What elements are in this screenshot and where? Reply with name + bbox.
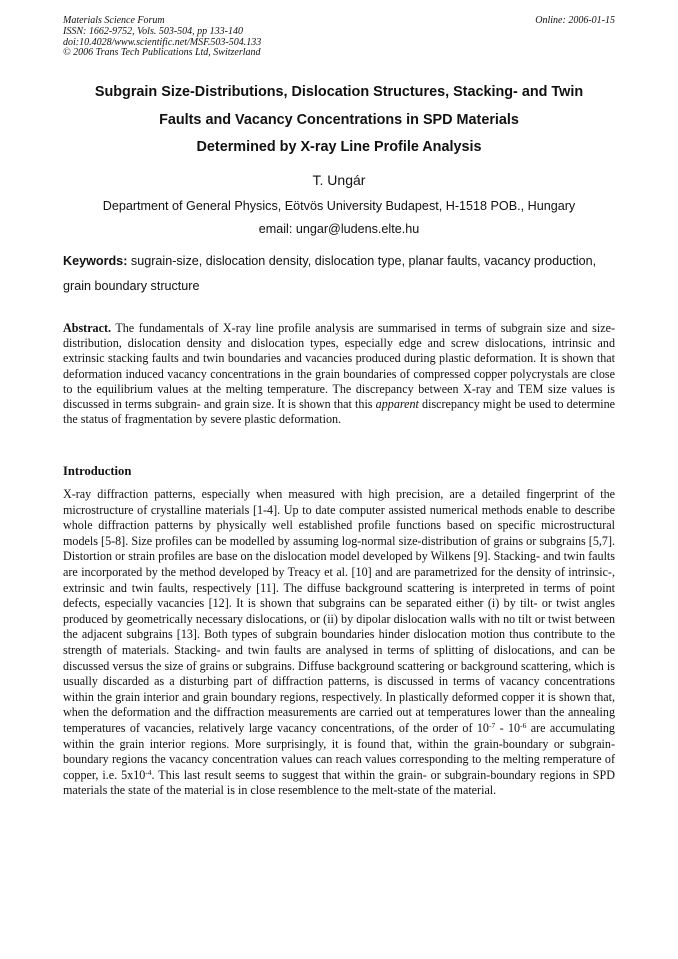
title-line-1: Subgrain Size-Distributions, Dislocation Structures, Stacking- and Twin [94, 84, 584, 100]
paper-title [50, 79, 628, 162]
intro-text-mid: are accumulating within the grain interior regions. More surprisingly, it is found that, within the grain-boundary or subgrain-boundary regions the vacancy concentration values can reach values corresponding to the melting remperature of copper, i.e. [63, 720, 615, 782]
keywords-label: Keywords: [63, 254, 128, 268]
abstract-label: Abstract. [63, 321, 112, 335]
online-date: Online: 2006-01-15 [535, 15, 615, 26]
abstract-text-1: The fundamentals of X-ray line profile analysis are summarised in terms of subgrain size and size-distribution, dislocation density and dislocation types, especially edge and screw dislocations, intrinsic and extrinsic stacking faults and twin boundaries and vacancies produced during plastic deformation. It is shown that deformation induced vacancy concentrations in the grain boundaries of compressed copper polycrystals are close to the equilibrium values at the melting temperature. The discrepancy between X-ray and TEM size values is discussed in terms subgrain- and grain size. It is shown that this [63, 321, 615, 412]
journal-info [63, 16, 261, 59]
abstract-text-2: discrepancy might be used to determine the status of fragmentation by severe plastic deformation. [63, 397, 616, 427]
author-name: T. Ungár [312, 172, 366, 188]
intro-base-1: 10 [476, 720, 489, 735]
issn-line: ISSN: 1662-9752, Vols. 503-504, pp 133-140 [63, 25, 243, 37]
intro-exponent-2: -6 [520, 720, 527, 730]
intro-exponent-3: -4 [145, 767, 152, 777]
abstract-block [63, 321, 615, 427]
title-line-2: Faults and Vacancy Concentrations in SPD Materials [159, 111, 519, 128]
author-affiliation: Department of General Physics, Eötvös University Budapest, H-1518 POB., Hungary [102, 199, 576, 213]
abstract-emphasis: apparent [375, 397, 419, 412]
author-email: email: ungar@ludens.elte.hu [258, 222, 420, 236]
journal-name: Materials Science Forum [63, 15, 165, 26]
introduction-heading: Introduction [63, 464, 132, 478]
title-line-3: Determined by X-ray Line Profile Analysis [196, 139, 482, 156]
introduction-body [63, 487, 615, 799]
intro-base-2: 10 [507, 720, 521, 735]
intro-text-main: X-ray diffraction patterns, especially when measured with high precision, are a detailed fingerprint of the microstructure of crystalline materials [1-4]. Up to date computer assisted numerical methods enable to describe whole diffraction patterns by physically well established profile functions based on specific microstructural models [5-8]. Size profiles can be modelled by assuming log-normal size-distribution of grains or subgrains [5,7]. Distortion or strain profiles are base on the dislocation model developed by Wilkens [9]. Stacking- and twin faults are incorporated by the method developed by Treacy et al. [10] and are parametrized for the density of intrinsic-, extrinsic and twin faults, respectively [11]. The diffuse background scattering is interpreted in terms of point defects, especially vacancies [12]. It is shown that subgrains can be separated either (i) by tilt- or twist angles produced by geometrically necessary dislocations, or (ii) by dipolar dislocation walls with no tilt or twist between the adjacent subgrains [13]. Both types of subgrain boundaries hinder dislocation motion thus contribute to the strength of materials. Stacking- and twin faults are analysed in terms of splitting of dislocations, and can be discussed versus the size of grains or subgrains. Diffuse background scattering or background scattering, which is usually discarded as a disturbing part of diffraction patterns, is discussed in terms of vacancy concentrations within the grain interior and grain boundary regions, respectively. In plastically deformed copper it is shown that, when the deformation and the diffraction measurements are carried out at temperatures lower than the annealing temperatures of vacancies, relatively large vacancy concentrations, of the order of [63, 487, 615, 735]
intro-dash: - [499, 720, 504, 735]
intro-base-3: 5x10 [121, 767, 146, 782]
keywords-block [63, 249, 615, 298]
page-header [63, 16, 615, 59]
intro-text-end: . This last result seems to suggest that within the grain- or subgrain-boundary regions in SPD materials the state of the material is in close resemblence to the melt-state of the material. [63, 767, 615, 798]
copyright-line: © 2006 Trans Tech Publications Ltd, Switzerland [63, 47, 261, 59]
keywords-text: sugrain-size, dislocation density, dislocation type, planar faults, vacancy production, grain boundary structure [63, 254, 597, 293]
intro-exponent-1: -7 [488, 720, 496, 730]
doi-line: doi:10.4028/www.scientific.net/MSF.503-504.133 [63, 36, 262, 48]
